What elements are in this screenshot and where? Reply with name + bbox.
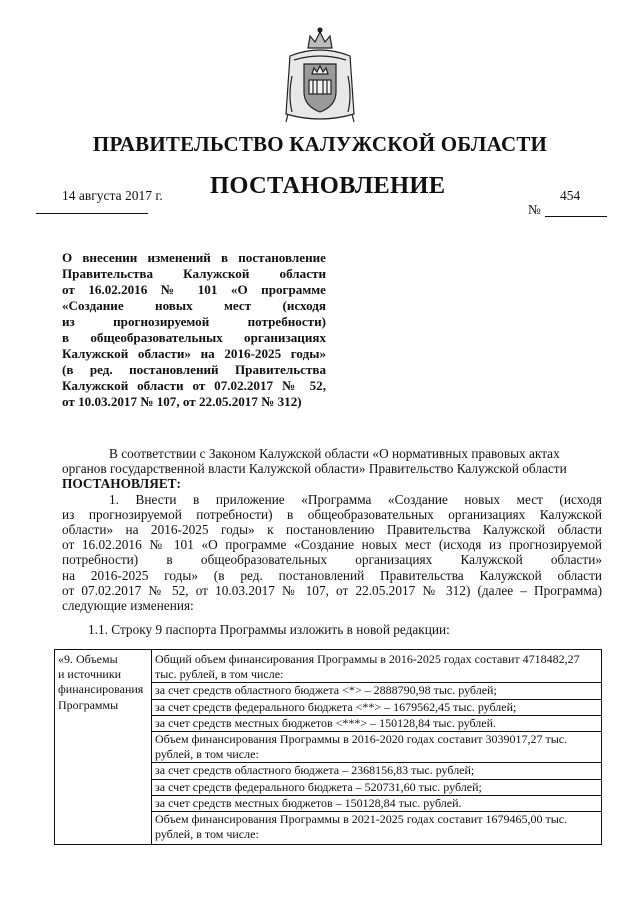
coat-of-arms-emblem — [284, 26, 356, 126]
item-1-1: 1.1. Строку 9 паспорта Программы изложить в новой редакции: — [88, 622, 450, 637]
financing-line: Объем финансирования Программы в 2021-2025 годах составит 1679465,00 тыс. рублей, в том числе: — [155, 812, 568, 842]
financing-line: за счет средств местных бюджетов <***> – 150128,84 тыс. рублей. — [152, 716, 601, 732]
row-label-line: и источники — [58, 667, 122, 682]
body-line: от 16.02.2016 № 101 «О программе «Создание новых мест (исходя из прогнозируемой — [62, 537, 602, 553]
body-line: органов государственной власти Калужской области» Правительство Калужской области — [62, 461, 567, 477]
subject-line: Калужской области от 07.02.2017 № 52, — [62, 378, 326, 393]
government-title: ПРАВИТЕЛЬСТВО КАЛУЖСКОЙ ОБЛАСТИ — [92, 132, 548, 156]
subject-line: в общеобразовательных организациях — [62, 330, 326, 345]
subject-line: от 16.02.2016 № 101 «О программе — [62, 282, 326, 297]
subject-line: из прогнозируемой потребности) — [62, 314, 326, 329]
resolves-heading: ПОСТАНОВЛЯЕТ: — [62, 476, 181, 492]
body-line: В соответствии с Законом Калужской области «О нормативных правовых актах — [109, 446, 560, 461]
document-number: 454 — [560, 188, 581, 203]
financing-line: за счет средств федерального бюджета – 520731,60 тыс. рублей; — [152, 780, 601, 796]
body-line: потребности) в общеобразовательных организациях Калужской области» — [62, 552, 602, 568]
row-label-line: Программы — [58, 697, 119, 712]
subject-line: Калужской области» на 2016-2025 годы» — [62, 346, 326, 361]
number-underline — [545, 216, 607, 217]
row-label-cell — [55, 650, 152, 845]
subject-line: от 10.03.2017 № 107, от 22.05.2017 № 312) — [62, 394, 302, 409]
body-line: следующие изменения: — [62, 598, 194, 614]
date-underline — [36, 213, 148, 214]
row-label-line: «9. Объемы — [58, 652, 118, 666]
subject-line: О внесении изменений в постановление — [62, 250, 326, 265]
body-line: от 07.02.2017 № 52, от 10.03.2017 № 107, от 22.05.2017 № 312) (далее – Программа) — [62, 582, 602, 598]
financing-line: за счет средств областного бюджета <*> – 2888790,98 тыс. рублей; — [152, 683, 601, 699]
financing-line: Объем финансирования Программы в 2016-2020 годах составит 3039017,27 тыс. рублей, в том числе: — [152, 732, 601, 763]
financing-line: за счет средств областного бюджета – 2368156,83 тыс. рублей; — [152, 763, 601, 779]
financing-line: за счет средств местных бюджетов – 150128,84 тыс. рублей. — [152, 796, 601, 812]
body-line: области» на 2016-2025 годы» к постановлению Правительства Калужской области — [62, 522, 602, 538]
row-label-line: финансирования — [58, 682, 144, 697]
subject-line: «Создание новых мест (исходя — [62, 298, 326, 313]
document-body — [62, 446, 602, 613]
subject-line: (в ред. постановлений Правительства — [62, 362, 326, 377]
document-type-title: ПОСТАНОВЛЕНИЕ — [210, 172, 446, 199]
financing-line: Общий объем финансирования Программы в 2016-2025 годах составит 4718482,27 тыс. рублей, в том числе: — [152, 652, 601, 683]
number-sign: № — [528, 202, 541, 217]
financing-table — [54, 649, 602, 845]
document-date: 14 августа 2017 г. — [62, 188, 163, 203]
subject-line: Правительства Калужской области — [62, 266, 326, 281]
table-row — [55, 650, 602, 845]
body-line: на 2016-2025 годы» (в ред. постановлений Правительства Калужской области — [62, 567, 602, 583]
document-subject — [62, 250, 326, 410]
body-line: 1. Внести в приложение «Программа «Создание новых мест (исходя — [109, 491, 602, 507]
financing-line: за счет средств федерального бюджета <**> – 1679562,45 тыс. рублей; — [152, 700, 601, 716]
body-line: из прогнозируемой потребности) в общеобразовательных организациях Калужской — [62, 506, 602, 522]
row-value-cell — [152, 650, 602, 845]
